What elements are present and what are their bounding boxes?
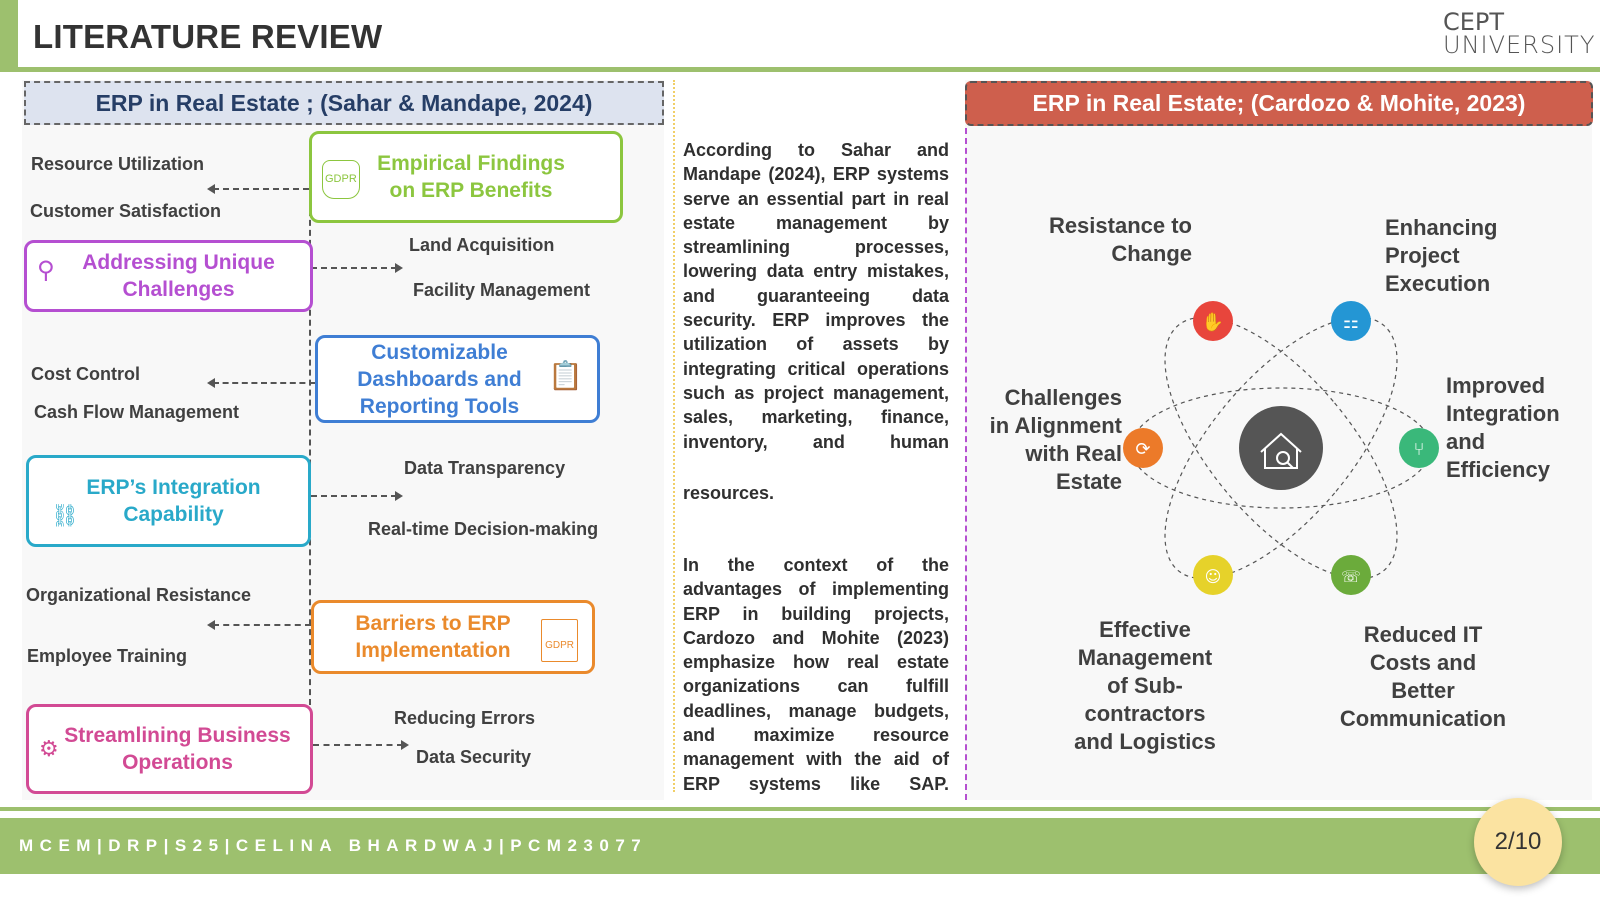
- cycle-eye-icon: ⟳: [1135, 439, 1151, 460]
- erp-integration-label: ERP’s Integration Capability: [86, 476, 261, 526]
- label-organizational-resistance: Organizational Resistance: [26, 585, 252, 605]
- label-land-acquisition: Land Acquisition: [409, 235, 555, 255]
- label-employee-training: Employee Training: [27, 646, 188, 666]
- logo-line-2: UNIVERSITY: [1443, 31, 1596, 59]
- arrow-to-resistance-training: [213, 624, 311, 626]
- middle-divider-left: [673, 80, 675, 792]
- label-cost-control: Cost Control: [31, 364, 140, 384]
- flowchart-icon: ⚏: [1342, 312, 1360, 333]
- label-facility-management: Facility Management: [413, 280, 591, 300]
- binary-gear-icon: ⚙: [39, 736, 59, 761]
- item-resistance-to-change: Resistance to Change: [1048, 213, 1192, 266]
- customizable-dashboards-label: Customizable Dashboards and Reporting Tools: [357, 340, 522, 418]
- network-nodes-icon: ⛓: [51, 503, 79, 528]
- label-data-transparency: Data Transparency: [404, 458, 566, 478]
- footer-divider: [0, 807, 1600, 811]
- clipboard-dollar-icon: 📋: [548, 360, 583, 391]
- arrow-to-resource-customer: [213, 188, 309, 190]
- erp-integration-box: [26, 455, 311, 547]
- streamlining-label: Streamlining Business Operations: [64, 724, 291, 774]
- person-chat-icon: ☏: [1340, 567, 1362, 586]
- center-house-node: [1239, 406, 1323, 490]
- label-data-security: Data Security: [416, 747, 532, 767]
- header-divider: [0, 67, 1600, 72]
- page-title: LITERATURE REVIEW: [33, 18, 383, 55]
- footer-text: MCEM|DRP|S25|CELINA BHARDWAJ|PCM23077: [19, 836, 648, 855]
- label-resource-utilization: Resource Utilization: [31, 154, 205, 174]
- label-real-time-decision: Real-time Decision-making: [368, 519, 599, 539]
- middle-paragraph-1: According to Sahar and Mandape (2024), ERP systems serve an essential part in real estate management by streamlining processes, lowering data entry mistakes, and guaranteeing data security. ERP improves the utilization of assets by integrating critical operations such as project management, sales, marketing, finance, inventory, and human: [683, 140, 949, 452]
- arrow-to-land-facility: [311, 267, 397, 269]
- barriers-label: Barriers to ERP Implementation: [355, 612, 511, 662]
- gdpr-shield-icon: GDPR: [322, 160, 360, 199]
- item-reduced-it-costs: Reduced IT Costs and Better Communication: [1339, 622, 1507, 731]
- item-enhancing-project-execution: Enhancing Project Execution: [1385, 215, 1498, 296]
- customizable-dashboards-box: [315, 335, 600, 423]
- addressing-challenges-label: Addressing Unique Challenges: [82, 251, 275, 301]
- cept-university-logo: [1440, 8, 1596, 60]
- arrow-to-cost-cashflow: [213, 382, 315, 384]
- person-search-icon: ⚲: [37, 257, 55, 284]
- branch-icon: ⑂: [1413, 439, 1425, 460]
- header-accent-bar: [0, 0, 18, 70]
- item-challenges-alignment: Challenges in Alignment with Real Estate: [989, 385, 1122, 494]
- label-reducing-errors: Reducing Errors: [394, 708, 536, 728]
- page-number-badge: 2/10: [1474, 798, 1562, 886]
- item-effective-management: Effective Management of Sub-contractors and Logistics: [1074, 617, 1216, 754]
- logo-line-1: CEPT: [1443, 8, 1505, 36]
- label-cash-flow-management: Cash Flow Management: [34, 402, 240, 422]
- barriers-box: [311, 600, 595, 674]
- arrow-to-transparency-realtime: [311, 495, 397, 497]
- middle-paragraph-2: In the context of the advantages of implementing ERP in building projects, Cardozo and Mohite (2023) emphasize how real estate organizations can fulfill deadlines, manage budgets, and maximize resource management with the aid of ERP systems like SAP.: [683, 555, 949, 794]
- left-panel-heading: ERP in Real Estate ; (Sahar & Mandape, 2024): [24, 81, 664, 125]
- gdpr-document-icon: GDPR: [541, 619, 578, 662]
- arrow-to-errors-security: [313, 744, 403, 746]
- right-panel-heading: ERP in Real Estate; (Cardozo & Mohite, 2023): [965, 81, 1593, 126]
- addressing-challenges-box: [24, 240, 313, 312]
- empirical-findings-label: Empirical Findings on ERP Benefits: [377, 152, 565, 202]
- team-icon: ☺: [1204, 567, 1222, 586]
- empirical-findings-box: [309, 131, 623, 223]
- item-improved-integration: Improved Integration and Efficiency: [1446, 373, 1560, 482]
- middle-paragraph-1-end: resources.: [683, 483, 775, 503]
- hand-icon: ✋: [1201, 312, 1225, 333]
- streamlining-box: [26, 704, 313, 794]
- label-customer-satisfaction: Customer Satisfaction: [30, 201, 222, 221]
